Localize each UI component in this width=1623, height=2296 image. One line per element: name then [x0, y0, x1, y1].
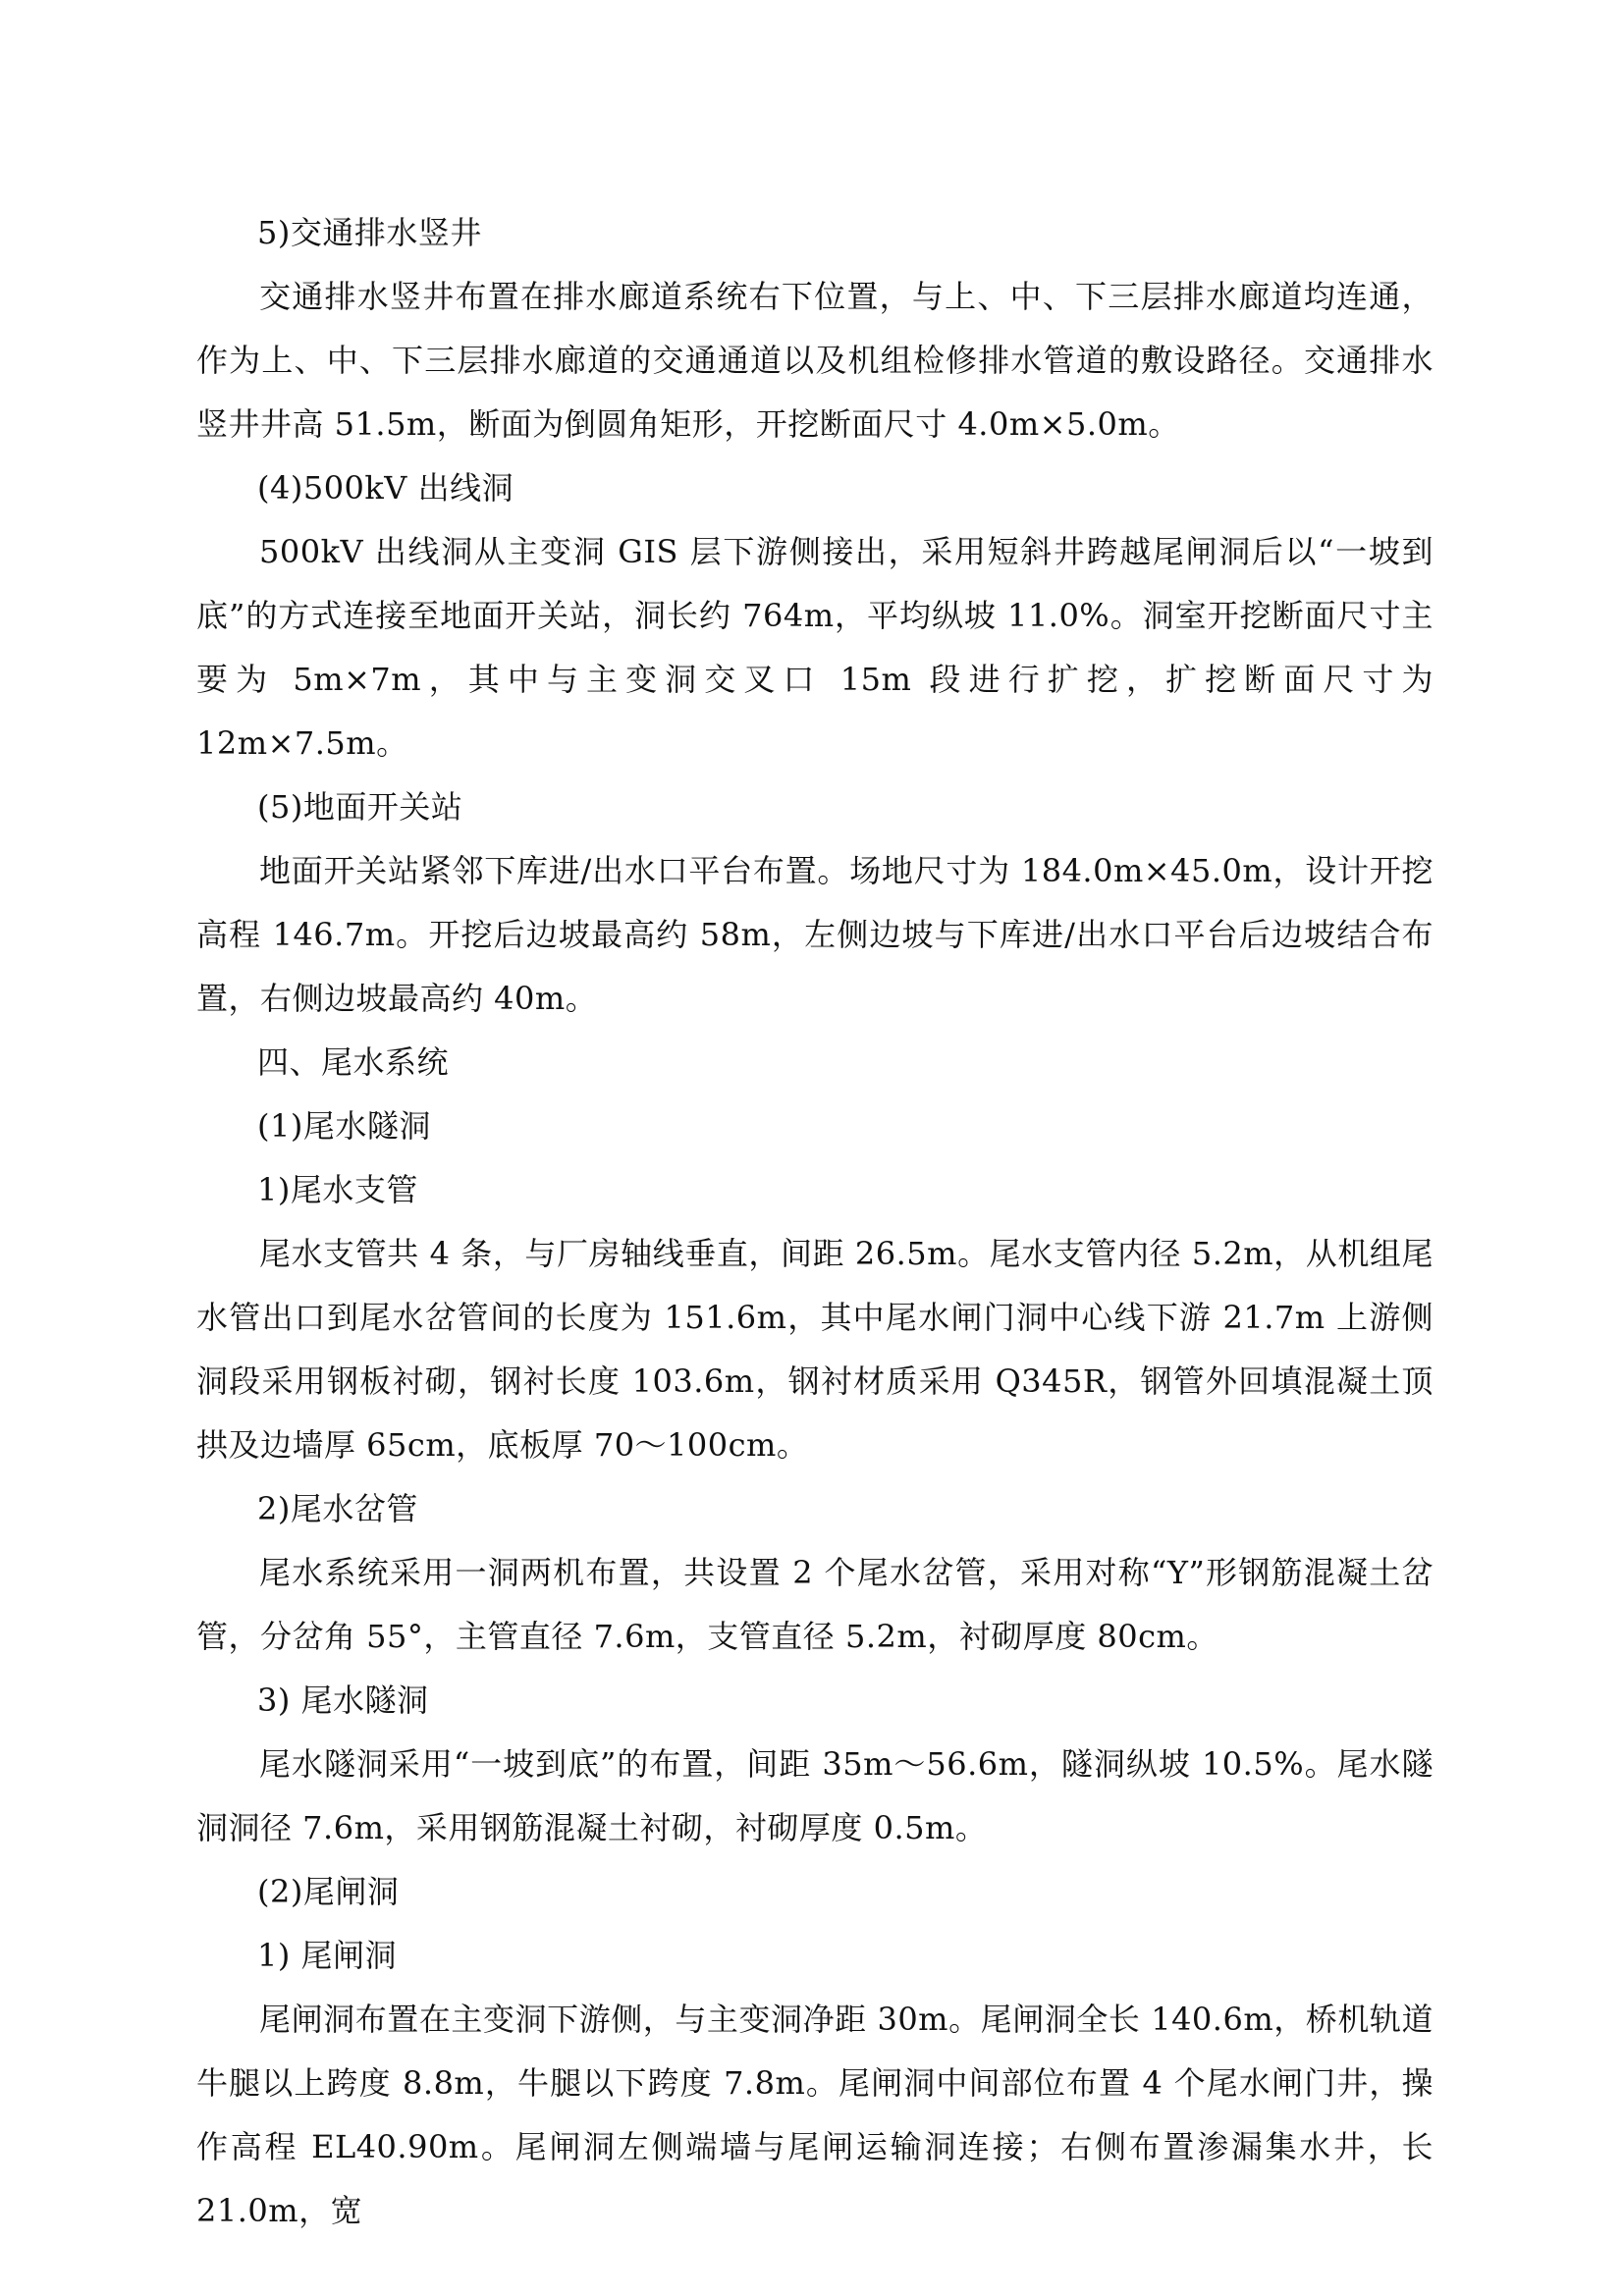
heading-tailwater-tunnel: (1)尾水隧洞 [257, 1107, 431, 1145]
heading-traffic-drainage-shaft: 5)交通排水竖井 [257, 214, 482, 251]
heading-500kv-outlet-tunnel: (4)500kV 出线洞 [257, 469, 514, 507]
paragraph-tailwater-bifurcation: 尾水系统采用一洞两机布置，共设置 2 个尾水岔管，采用对称“Y”形钢筋混凝土岔管，分岔角 55°，主管直径 7.6m，支管直径 5.2m，衬砌厚度 80cm。 [196, 1554, 1434, 1655]
paragraph-tailgate-chamber: 尾闸洞布置在主变洞下游侧，与主变洞净距 30m。尾闸洞全长 140.6m，桥机轨道牛腿以上跨度 8.8m，牛腿以下跨度 7.8m。尾闸洞中间部位布置 4 个尾水闸门井，操作高程 EL40.90m。尾闸洞左侧端墙与尾闸运输洞连接；右侧布置渗漏集水井，长 21.0m，宽 [196, 2001, 1434, 2229]
document-body [196, 201, 1434, 2243]
heading-tailgate-chamber-sub: 1) 尾闸洞 [257, 1937, 398, 1974]
heading-tailwater-system: 四、尾水系统 [257, 1043, 450, 1081]
heading-tailgate-chamber: (2)尾闸洞 [257, 1873, 400, 1910]
paragraph-tailwater-tunnel: 尾水隧洞采用“一坡到底”的布置，间距 35m～56.6m，隧洞纵坡 10.5%。尾水隧洞洞径 7.6m，采用钢筋混凝土衬砌，衬砌厚度 0.5m。 [196, 1745, 1434, 1846]
paragraph-tailwater-branch-pipe: 尾水支管共 4 条，与厂房轴线垂直，间距 26.5m。尾水支管内径 5.2m，从机组尾水管出口到尾水岔管间的长度为 151.6m，其中尾水闸门洞中心线下游 21.7m 上游侧洞段采用钢板衬砌，钢衬长度 103.6m，钢衬材质采用 Q345R，钢管外回填混凝土顶拱及边墙厚 65cm，底板厚 70～100cm。 [196, 1235, 1434, 1464]
heading-tailwater-branch-pipe: 1)尾水支管 [257, 1171, 418, 1208]
paragraph-ground-switchyard: 地面开关站紧邻下库进/出水口平台布置。场地尺寸为 184.0m×45.0m，设计开挖高程 146.7m。开挖后边坡最高约 58m，左侧边坡与下库进/出水口平台后边坡结合布置，右侧边坡最高约 40m。 [196, 852, 1434, 1017]
heading-ground-switchyard: (5)地面开关站 [257, 788, 463, 826]
paragraph-traffic-drainage-shaft: 交通排水竖井布置在排水廊道系统右下位置，与上、中、下三层排水廊道均连通，作为上、中、下三层排水廊道的交通通道以及机组检修排水管道的敷设路径。交通排水竖井井高 51.5m，断面为倒圆角矩形，开挖断面尺寸 4.0m×5.0m。 [196, 278, 1434, 443]
heading-tailwater-tunnel-sub: 3) 尾水隧洞 [257, 1682, 429, 1719]
paragraph-500kv-outlet-tunnel: 500kV 出线洞从主变洞 GIS 层下游侧接出，采用短斜井跨越尾闸洞后以“一坡到底”的方式连接至地面开关站，洞长约 764m，平均纵坡 11.0%。洞室开挖断面尺寸主要为 5m×7m，其中与主变洞交叉口 15m 段进行扩挖，扩挖断面尺寸为 12m×7.5m。 [196, 533, 1434, 762]
heading-tailwater-bifurcation: 2)尾水岔管 [257, 1490, 418, 1527]
